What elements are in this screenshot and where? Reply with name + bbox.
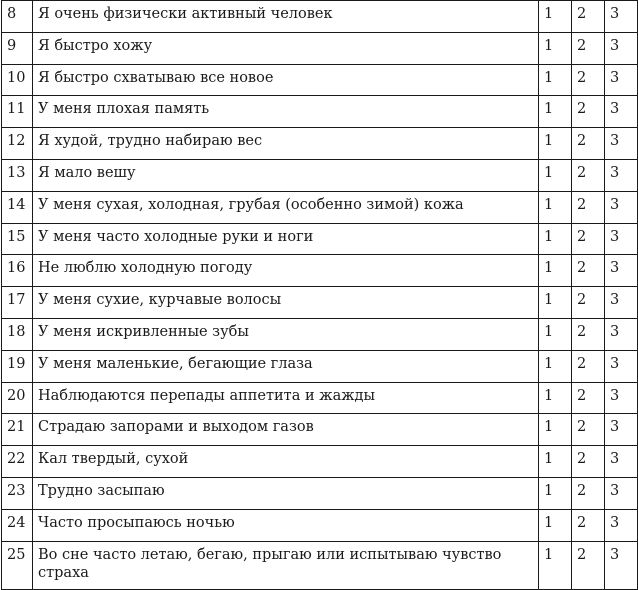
score-option-3[interactable]: 3: [605, 350, 638, 382]
statement-text: У меня маленькие, бегающие глаза: [33, 350, 539, 382]
statement-text: У меня сухие, курчавые волосы: [33, 287, 539, 319]
score-option-3[interactable]: 3: [605, 128, 638, 160]
table-row: [2, 64, 638, 96]
table-row: [2, 382, 638, 414]
table-row: [2, 128, 638, 160]
score-option-1[interactable]: 1: [539, 414, 572, 446]
row-number: 13: [2, 159, 33, 191]
statement-text: У меня плохая память: [33, 96, 539, 128]
table-row: [2, 318, 638, 350]
score-option-1[interactable]: 1: [539, 64, 572, 96]
score-option-2[interactable]: 2: [572, 477, 605, 509]
score-option-3[interactable]: 3: [605, 477, 638, 509]
row-number: 17: [2, 287, 33, 319]
row-number: 9: [2, 32, 33, 64]
score-option-3[interactable]: 3: [605, 159, 638, 191]
score-option-1[interactable]: 1: [539, 255, 572, 287]
score-option-1[interactable]: 1: [539, 191, 572, 223]
score-option-1[interactable]: 1: [539, 541, 572, 589]
table-row: [2, 541, 638, 589]
score-option-1[interactable]: 1: [539, 159, 572, 191]
score-option-2[interactable]: 2: [572, 159, 605, 191]
score-option-3[interactable]: 3: [605, 541, 638, 589]
row-number: 19: [2, 350, 33, 382]
table-row: [2, 32, 638, 64]
score-option-3[interactable]: 3: [605, 223, 638, 255]
statement-text: Не люблю холодную погоду: [33, 255, 539, 287]
row-number: 10: [2, 64, 33, 96]
table-row: [2, 191, 638, 223]
table-row: [2, 350, 638, 382]
score-option-3[interactable]: 3: [605, 382, 638, 414]
score-option-3[interactable]: 3: [605, 32, 638, 64]
score-option-2[interactable]: 2: [572, 541, 605, 589]
score-option-2[interactable]: 2: [572, 446, 605, 478]
score-option-2[interactable]: 2: [572, 509, 605, 541]
score-option-2[interactable]: 2: [572, 1, 605, 33]
row-number: 20: [2, 382, 33, 414]
score-option-2[interactable]: 2: [572, 318, 605, 350]
score-option-2[interactable]: 2: [572, 32, 605, 64]
table-row: [2, 477, 638, 509]
row-number: 24: [2, 509, 33, 541]
row-number: 12: [2, 128, 33, 160]
statement-text: Часто просыпаюсь ночью: [33, 509, 539, 541]
score-option-2[interactable]: 2: [572, 382, 605, 414]
score-option-3[interactable]: 3: [605, 446, 638, 478]
score-option-1[interactable]: 1: [539, 128, 572, 160]
table-row: [2, 255, 638, 287]
score-option-3[interactable]: 3: [605, 96, 638, 128]
row-number: 11: [2, 96, 33, 128]
statement-text: Я худой, трудно набираю вес: [33, 128, 539, 160]
statement-text: Я быстро схватываю все новое: [33, 64, 539, 96]
score-option-2[interactable]: 2: [572, 255, 605, 287]
score-option-1[interactable]: 1: [539, 382, 572, 414]
table-row: [2, 96, 638, 128]
score-option-3[interactable]: 3: [605, 1, 638, 33]
score-option-3[interactable]: 3: [605, 509, 638, 541]
table-row: [2, 223, 638, 255]
statement-text: У меня часто холодные руки и ноги: [33, 223, 539, 255]
score-option-1[interactable]: 1: [539, 32, 572, 64]
statement-text: Трудно засыпаю: [33, 477, 539, 509]
score-option-2[interactable]: 2: [572, 223, 605, 255]
score-option-3[interactable]: 3: [605, 191, 638, 223]
score-option-2[interactable]: 2: [572, 414, 605, 446]
row-number: 16: [2, 255, 33, 287]
score-option-3[interactable]: 3: [605, 287, 638, 319]
score-option-1[interactable]: 1: [539, 509, 572, 541]
row-number: 14: [2, 191, 33, 223]
table-row: [2, 509, 638, 541]
row-number: 21: [2, 414, 33, 446]
table-row: [2, 1, 638, 33]
score-option-3[interactable]: 3: [605, 64, 638, 96]
row-number: 25: [2, 541, 33, 589]
score-option-2[interactable]: 2: [572, 350, 605, 382]
score-option-1[interactable]: 1: [539, 287, 572, 319]
statement-text: Наблюдаются перепады аппетита и жажды: [33, 382, 539, 414]
statement-text: У меня искривленные зубы: [33, 318, 539, 350]
row-number: 18: [2, 318, 33, 350]
table-row: [2, 287, 638, 319]
row-number: 23: [2, 477, 33, 509]
statement-text: Во сне часто летаю, бегаю, прыгаю или испытываю чувство страха: [33, 541, 539, 589]
statement-text: Я мало вешу: [33, 159, 539, 191]
statement-text: У меня сухая, холодная, грубая (особенно зимой) кожа: [33, 191, 539, 223]
statement-text: Страдаю запорами и выходом газов: [33, 414, 539, 446]
score-option-3[interactable]: 3: [605, 255, 638, 287]
table-row: [2, 159, 638, 191]
score-option-1[interactable]: 1: [539, 223, 572, 255]
statement-text: Кал твердый, сухой: [33, 446, 539, 478]
score-option-2[interactable]: 2: [572, 287, 605, 319]
questionnaire-table: [1, 0, 638, 590]
score-option-1[interactable]: 1: [539, 477, 572, 509]
score-option-1[interactable]: 1: [539, 96, 572, 128]
score-option-2[interactable]: 2: [572, 191, 605, 223]
table-row: [2, 446, 638, 478]
statement-text: Я быстро хожу: [33, 32, 539, 64]
score-option-2[interactable]: 2: [572, 96, 605, 128]
score-option-3[interactable]: 3: [605, 414, 638, 446]
score-option-2[interactable]: 2: [572, 64, 605, 96]
row-number: 15: [2, 223, 33, 255]
score-option-2[interactable]: 2: [572, 128, 605, 160]
score-option-1[interactable]: 1: [539, 1, 572, 33]
statement-text: Я очень физически активный человек: [33, 1, 539, 33]
score-option-1[interactable]: 1: [539, 318, 572, 350]
row-number: 22: [2, 446, 33, 478]
score-option-1[interactable]: 1: [539, 446, 572, 478]
score-option-1[interactable]: 1: [539, 350, 572, 382]
table-row: [2, 414, 638, 446]
score-option-3[interactable]: 3: [605, 318, 638, 350]
row-number: 8: [2, 1, 33, 33]
